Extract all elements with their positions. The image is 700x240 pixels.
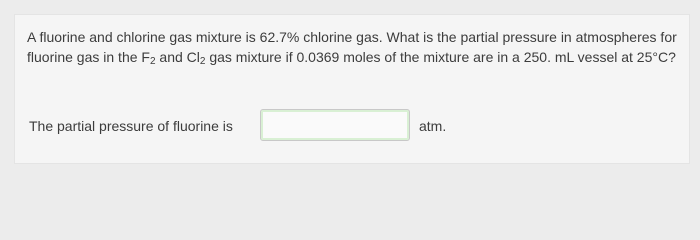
chlorine-subscript: 2 (199, 56, 206, 67)
answer-row (15, 105, 691, 145)
question-text-part3: gas mixture if 0.0369 moles of the mixture are in a 250. mL vessel at 25°C? (205, 49, 676, 65)
unit-label: atm. (419, 118, 447, 134)
question-text-part2: and Cl (155, 49, 200, 65)
partial-pressure-input[interactable] (260, 109, 410, 141)
answer-prompt: The partial pressure of fluorine is (29, 118, 233, 134)
question-text-part1: A fluorine and chlorine gas mixture is 62.7% chlorine gas. What is the partial pressure in atmospheres for fluorine gas in the F (27, 29, 677, 65)
question-text (27, 27, 687, 67)
fluorine-subscript: 2 (149, 56, 156, 67)
question-card (14, 14, 690, 164)
